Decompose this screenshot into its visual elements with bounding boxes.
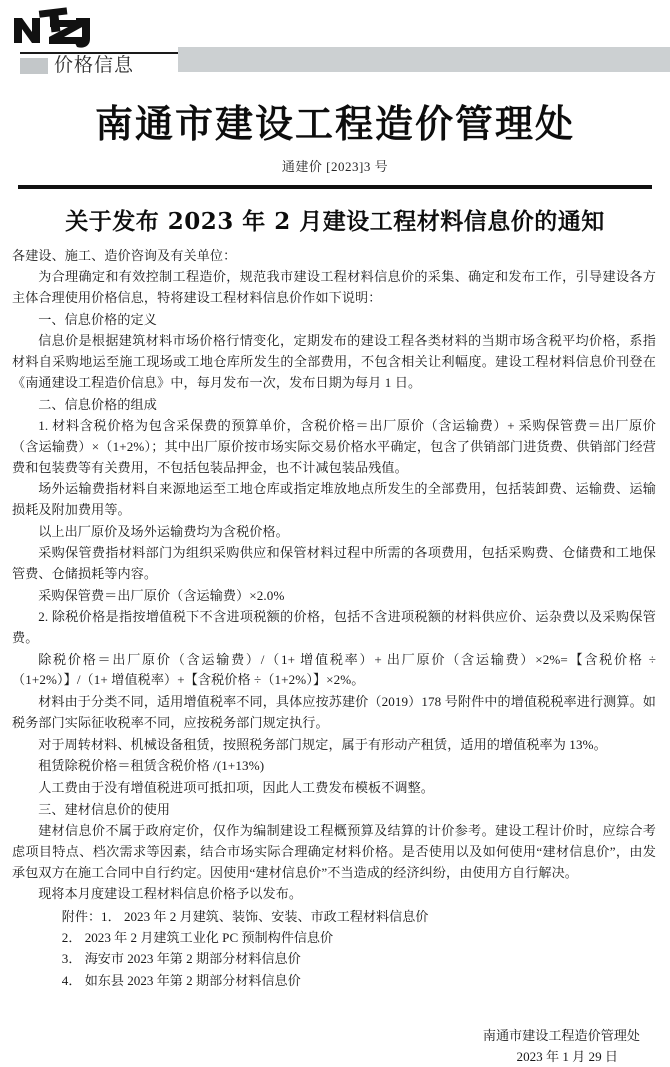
- signature-date: 2023 年 1 月 29 日: [516, 1049, 618, 1065]
- section-2-paragraph-8: 材料由于分类不同，适用增值税率不同，具体应按苏建价（2019）178 号附件中的增值税税率进行测算。如税务部门实际征收税率不同，应按税务部门规定执行。: [12, 694, 656, 730]
- section-2-formula-3: 租赁除税价格＝租赁含税价格 /(1+13%): [38, 758, 265, 774]
- closing-paragraph: 现将本月度建设工程材料信息价格予以发布。: [38, 886, 303, 902]
- attachment-item: [12, 906, 656, 927]
- section-2-paragraph-4: 采购保管费指材料部门为组织采购供应和保管材料过程中所需的各项费用，包括采购费、仓储费和工地保管费、仓储损耗等内容。: [12, 545, 656, 581]
- section-3-heading: 三、建材信息价的使用: [38, 801, 171, 817]
- attachment-text: 1． 2023 年 2 月建筑、装饰、安装、市政工程材料信息价: [101, 909, 429, 924]
- attachments-label: 附件：: [61, 909, 102, 924]
- section-2-paragraph-2: 场外运输费指材料自来源地运至工地仓库或指定堆放地点所发生的全部费用，包括装卸费、运输费、运输损耗及附加费用等。: [12, 481, 656, 517]
- section-2-paragraph-9: 对于周转材料、机械设备租赁，按照税务部门规定，属于有形动产租赁，适用的增值税率为 13%。: [38, 736, 607, 752]
- section-2-formula-1: 采购保管费＝出厂原价（含运输费）×2.0%: [38, 587, 285, 603]
- organization-title: 南通市建设工程造价管理处: [94, 101, 575, 146]
- section-1-heading: 一、信息价格的定义: [38, 311, 157, 327]
- intro-paragraph: 为合理确定和有效控制工程造价，规范我市建设工程材料信息价的采集、确定和发布工作，引导建设各方主体合理使用价格信息，特将建设工程材料信息价作如下说明：: [12, 269, 656, 306]
- section-2-paragraph-11: 人工费由于没有增值税进项可抵扣项，因此人工费发布模板不调整。: [38, 779, 434, 795]
- caption-swatch-icon: [20, 58, 48, 74]
- section-2-heading: 二、信息价格的组成: [38, 396, 157, 412]
- section-2-paragraph-1: 1. 材料含税价格为包含采保费的预算单价，含税价格＝出厂原价（含运输费）+ 采购保管费＝出厂原价（含运输费）×（1+2%）；其中出厂原价按市场实际交易价格水平确定，包含了供销部门进货费、供销部门经营费和包装费等有关费用，不包括包装品押金，也不计减包装品残值。: [12, 418, 656, 475]
- signature-organization: 南通市建设工程造价管理处: [482, 1027, 640, 1043]
- attachment-list: [12, 906, 656, 991]
- document-body: [0, 246, 670, 1067]
- masthead: [0, 0, 670, 86]
- logo-caption: [20, 56, 134, 75]
- notice-title: 关于发布 2023 年 2 月建设工程材料信息价的通知: [65, 207, 605, 235]
- header-gray-bar: [178, 47, 670, 72]
- salutation: 各建设、施工、造价咨询及有关单位：: [12, 247, 237, 263]
- signature-block: [12, 1025, 656, 1067]
- document-number: 通建价 [2023]3 号: [281, 158, 389, 174]
- attachment-item: 4． 如东县 2023 年第 2 期部分材料信息价: [61, 972, 301, 988]
- section-2-paragraph-3: 以上出厂原价及场外运输费均为含税价格。: [38, 523, 289, 539]
- logo-caption-label: 价格信息: [54, 54, 135, 76]
- section-2-paragraph-6: 2. 除税价格是指按增值税下不含进项税额的价格，包括不含进项税额的材料供应价、运杂费以及采购保管费。: [12, 609, 656, 646]
- title-divider: [18, 185, 652, 189]
- logo-block: [10, 6, 175, 76]
- ntzj-logo-icon: [10, 6, 170, 46]
- section-2-formula-2: 除税价格＝出厂原价（含运输费）/（1+ 增值税率）+ 出厂原价（含运输费）×2%=【含税价格 ÷（1+2%）】/（1+ 增值税率）+【含税价格 ÷（1+2%）】×2%。: [12, 651, 656, 688]
- attachment-item: 3． 海安市 2023 年第 2 期部分材料信息价: [61, 951, 301, 967]
- section-1-paragraph-1: 信息价是根据建筑材料市场价格行情变化，定期发布的建设工程各类材料的当期市场含税平均价格，系指材料自采购地运至施工现场或工地仓库所发生的全部费用，不包含相关让利幅度。建设工程材料信息价刊登在《南通建设工程造价信息》中，每月发布一次，发布日期为每月 1 日。: [12, 333, 656, 390]
- attachment-item: 2． 2023 年 2 月建筑工业化 PC 预制构件信息价: [61, 930, 334, 946]
- section-3-paragraph-1: 建材信息价不属于政府定价，仅作为编制建设工程概预算及结算的计价参考。建设工程计价时，应综合考虑项目特点、档次需求等因素，结合市场实际合理确定材料价格。是否使用以及如何使用“建材信息价”，由发承包双方在施工合同中自行约定。因使用“建材信息价”不当造成的经济纠纷，由使用方自行解决。: [12, 823, 656, 880]
